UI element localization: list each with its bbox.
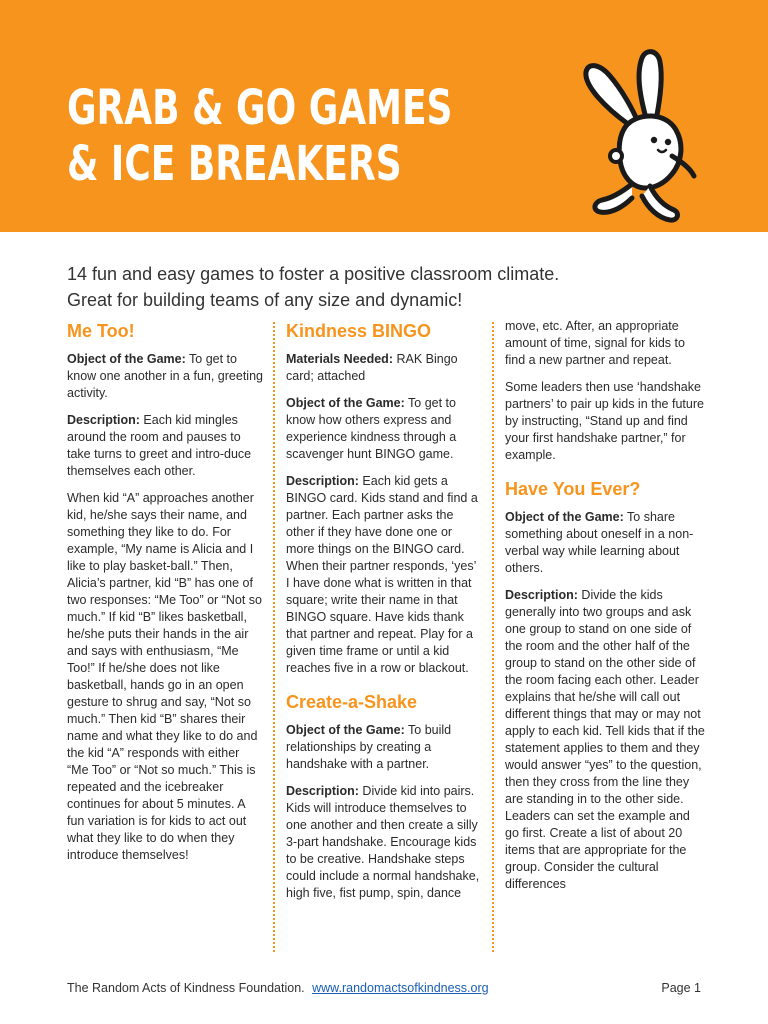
description-text: Each kid mingles around the room and pauses to take turns to greet and intro-duce themselves each other.: [67, 413, 252, 478]
section-heading-have-you-ever: Have You Ever?: [505, 479, 641, 499]
description-label: Description:: [286, 784, 359, 798]
object-of-game: [286, 395, 482, 463]
object-of-game: [286, 722, 482, 773]
description: [67, 412, 263, 480]
footer: [67, 978, 701, 998]
materials-text: RAK Bingo card; attached: [286, 352, 458, 383]
description: [286, 783, 482, 902]
column-divider: [492, 322, 494, 952]
page-title: [67, 80, 452, 192]
bunny-illustration: [566, 38, 706, 230]
header-banner: [0, 0, 768, 232]
intro-line-1: 14 fun and easy games to foster a positive classroom climate.: [67, 264, 560, 284]
body-paragraph: When kid “A” approaches another kid, he/she says their name, and something they like to do. For example, “My name is Alicia and I like to play basket-ball.” Then, Alicia’s partner, kid “B” has one of two responses: “Me Too” or “Not so much.” If kid “B” likes basketball, he/she puts their hands in the air and says with enthusiasm, “Me Too!” If he/she does not like basketball, hands go in an open gesture to shrug and say, “Not so much.” Then kid “B” shares their name and what they like to do and the kid “A” responds with either “Me Too” or “Not so much.” This is repeated and the icebreaker continues for about 5 minutes. A fun variation is for kids to act out what they like to do when they introduce themselves!: [67, 491, 262, 862]
footer-website-link[interactable]: www.randomactsofkindness.org: [312, 981, 489, 995]
footer-org: The Random Acts of Kindness Foundation.: [67, 981, 305, 995]
title-line-2: & ICE BREAKERS: [67, 136, 402, 192]
description-text: Each kid gets a BINGO card. Kids stand and find a partner. Each partner asks the other if they have done one or more things on the BINGO card. When their partner responds, ‘yes’ I have done what is written in that square; write their name in that BINGO square. Have kids thank that partner and repeat. Play for a given time frame or until a kid reaches five in a row or blackout.: [286, 474, 478, 675]
page-number: Page 1: [661, 981, 701, 995]
column-me-too: [67, 318, 263, 874]
section-heading-kindness-bingo: Kindness BINGO: [286, 321, 432, 341]
intro-text: [67, 261, 707, 313]
section-heading-me-too: Me Too!: [67, 321, 135, 341]
intro-line-2: Great for building teams of any size and dynamic!: [67, 290, 463, 310]
column-divider: [273, 322, 275, 952]
description-text: Divide kid into pairs. Kids will introduce themselves to one another and then create a silly 3-part handshake. Encourage kids to be creative. Handshake steps could include a normal handshake, high five, fist pump, spin, dance: [286, 784, 480, 900]
body-paragraph: Some leaders then use ‘handshake partners’ to pair up kids in the future by instructing, “Stand up and find your first handshake partner,” for example.: [505, 380, 704, 462]
object-text: To share something about oneself in a non-verbal way while learning about others.: [505, 510, 694, 575]
object-of-game: [505, 509, 705, 577]
description-text: Divide the kids generally into two groups and ask one group to stand on one side of the room and the other half of the group to stand on the other side of the room facing each other. Leader explains that he/she will call out different things that may or may not apply to each kid. Tell kids that if the statement applies to them and they would answer “yes” to the question, then they cross from the line they are standing in to the other side. Leaders can set the example and go first. Create a list of about 20 items that are appropriate for the group. Consider the cultural differences: [505, 588, 705, 891]
title-line-1: GRAB & GO GAMES: [67, 80, 453, 136]
object-text: To get to know how others express and experience kindness through a scavenger hunt BINGO game.: [286, 396, 457, 461]
column-have-you-ever: [505, 318, 705, 903]
materials-label: Materials Needed:: [286, 352, 393, 366]
column-kindness-bingo: [286, 318, 482, 912]
description-label: Description:: [286, 474, 359, 488]
object-label: Object of the Game:: [286, 396, 405, 410]
description-label: Description:: [67, 413, 140, 427]
continued-text: move, etc. After, an appropriate amount of time, signal for kids to find a new partner and repeat.: [505, 319, 685, 367]
object-text: To build relationships by creating a handshake with a partner.: [286, 723, 452, 771]
section-heading-create-a-shake: Create-a-Shake: [286, 692, 418, 712]
object-label: Object of the Game:: [67, 352, 186, 366]
description: [505, 587, 705, 893]
materials-needed: [286, 351, 482, 385]
description-label: Description:: [505, 588, 578, 602]
object-label: Object of the Game:: [286, 723, 405, 737]
object-label: Object of the Game:: [505, 510, 624, 524]
object-text: To get to know one another in a fun, greeting activity.: [67, 352, 263, 400]
object-of-game: [67, 351, 263, 402]
description: [286, 473, 482, 677]
